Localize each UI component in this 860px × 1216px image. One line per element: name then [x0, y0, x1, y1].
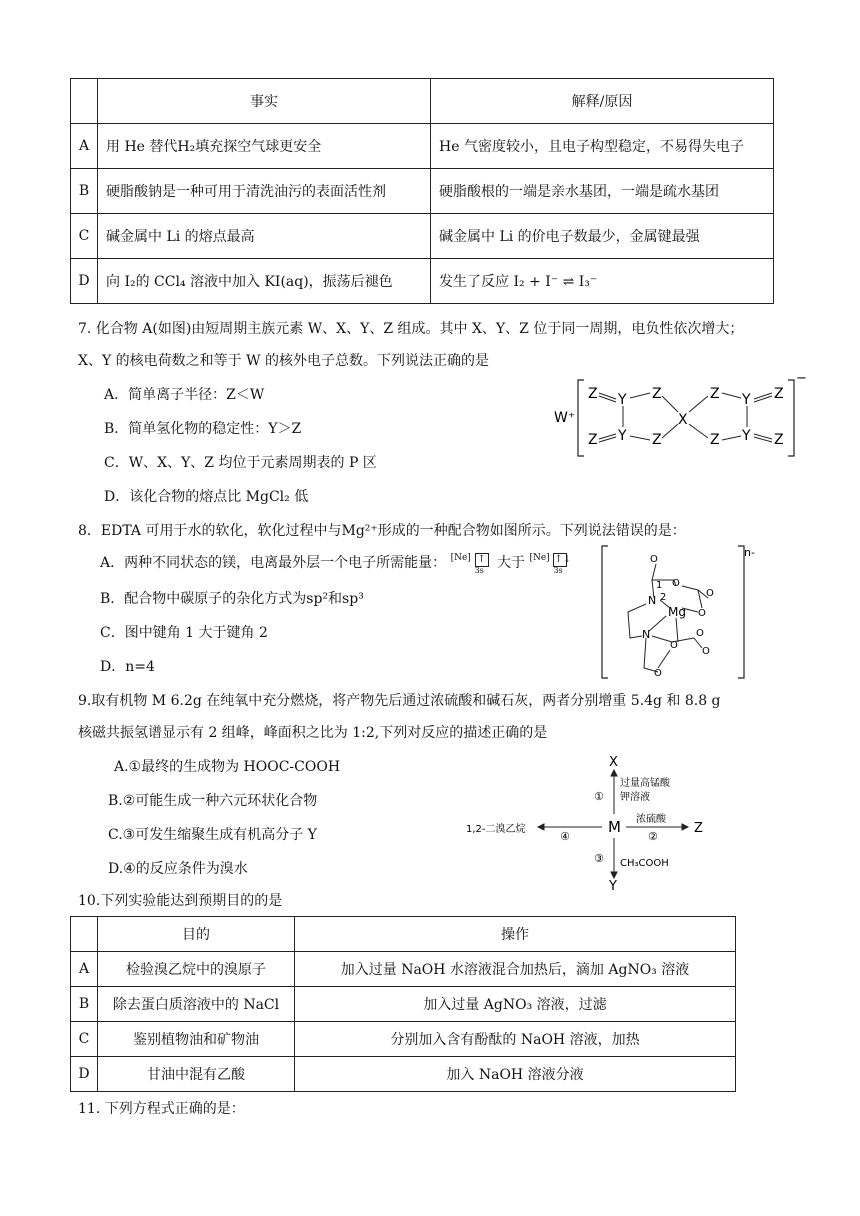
orbital-box: ↑↓ — [554, 554, 572, 565]
row-key: C — [71, 214, 98, 259]
q8-option-b: B．配合物中碳原子的杂化方式为sp²和sp³ — [100, 591, 364, 607]
atom-z: Z — [588, 432, 598, 448]
table-header-cell: 目的 — [98, 917, 295, 952]
table-header-row — [71, 79, 774, 124]
orbital-label: 3s — [474, 566, 484, 575]
reaction-3-label: ③ — [594, 852, 604, 865]
ne-core-label: [Ne] — [450, 553, 471, 563]
row-goal: 检验溴乙烷中的溴原子 — [98, 952, 295, 987]
row-fact: 用 He 替代H₂填充探空气球更安全 — [98, 124, 431, 169]
reagent-3: CH₃COOH — [620, 858, 669, 869]
oxygen-atom: O — [670, 640, 678, 651]
row-operation: 分别加入含有酚酞的 NaOH 溶液，加热 — [295, 1022, 736, 1057]
oxygen-atom: O — [654, 668, 662, 679]
table-row — [71, 214, 774, 259]
atom-z: Z — [652, 386, 662, 402]
q8-option-a-text: A．两种不同状态的镁，电离最外层一个电子所需能量： — [100, 555, 447, 571]
q8-option-d: D．n=4 — [100, 659, 155, 675]
row-fact: 碱金属中 Li 的熔点最高 — [98, 214, 431, 259]
q9-reaction-scheme — [464, 752, 724, 894]
row-key: A — [71, 952, 98, 987]
table-experiments — [70, 916, 736, 1092]
atom-z: Z — [710, 386, 720, 402]
row-reason: He 气密度较小，且电子构型稳定，不易得失电子 — [431, 124, 774, 169]
table-row — [71, 124, 774, 169]
oxygen-atom: O — [650, 554, 658, 565]
row-operation: 加入 NaOH 溶液分液 — [295, 1057, 736, 1092]
table-row — [71, 1057, 736, 1092]
reagent-4: 1,2-二溴乙烷 — [466, 824, 526, 835]
table-facts — [70, 78, 774, 304]
atom-y: Y — [742, 392, 751, 408]
row-operation: 加入过量 AgNO₃ 溶液，过滤 — [295, 987, 736, 1022]
reagent-2: 浓硫酸 — [636, 814, 666, 825]
cation-label: W⁺ — [554, 410, 576, 426]
center-compound-m: M — [608, 818, 621, 836]
reagent-1-line2: 钾溶液 — [620, 792, 650, 803]
table-row — [71, 952, 736, 987]
angle-label-1: 1 — [656, 580, 663, 591]
row-reason: 碱金属中 Li 的价电子数最少，金属键最强 — [431, 214, 774, 259]
orbital-box: ↑ — [475, 553, 489, 567]
product-y: Y — [609, 879, 617, 894]
q8-option-c: C．图中键角 1 大于键角 2 — [100, 625, 268, 641]
row-fact: 硬脂酸钠是一种可用于清洗油污的表面活性剂 — [98, 169, 431, 214]
reaction-1-label: ① — [594, 790, 604, 803]
row-key: C — [71, 1022, 98, 1057]
row-reason: 发生了反应 I₂ + I⁻ ⇌ I₃⁻ — [431, 259, 774, 304]
row-key: A — [71, 124, 98, 169]
orbital-diagram-2 — [529, 553, 571, 573]
q7-option-b: B．简单氢化物的稳定性：Y＞Z — [104, 421, 302, 437]
atom-z: Z — [774, 386, 784, 402]
atom-z: Z — [652, 432, 662, 448]
row-key: D — [71, 259, 98, 304]
table-header-cell: 事实 — [98, 79, 431, 124]
q9-stem-line2: 核磁共振氢谱显示有 2 组峰，峰面积之比为 1:2,下列对反应的描述正确的是 — [78, 725, 548, 741]
reaction-2-label: ② — [648, 830, 658, 843]
q11-stem: 11. 下列方程式正确的是： — [78, 1101, 245, 1117]
oxygen-atom: O — [698, 608, 706, 619]
row-goal: 鉴别植物油和矿物油 — [98, 1022, 295, 1057]
q8-stem: 8．EDTA 可用于水的软化，软化过程中与Mg²⁺形成的一种配合物如图所示。下列说法错误的是： — [78, 523, 686, 539]
q9-option-b: B.②可能生成一种六元环状化合物 — [108, 793, 318, 809]
oxygen-atom: O — [672, 578, 680, 589]
row-key: D — [71, 1057, 98, 1092]
atom-x: X — [678, 412, 688, 428]
anion-charge: − — [796, 372, 807, 386]
table-row — [71, 259, 774, 304]
q8-complex-figure — [598, 542, 762, 682]
q7-option-a: A．简单离子半径：Z＜W — [104, 387, 265, 403]
ne-core-label: [Ne] — [529, 553, 550, 563]
atom-z: Z — [588, 386, 598, 402]
orbital-diagram-1 — [451, 553, 493, 573]
table-header-cell: 操作 — [295, 917, 736, 952]
q7-stem-line2: X、Y 的核电荷数之和等于 W 的核外电子总数。下列说法正确的是 — [78, 353, 489, 369]
table-header-cell — [71, 917, 98, 952]
nitrogen-atom: N — [642, 628, 651, 641]
q8-option-a-mid: 大于 — [497, 555, 526, 571]
q10-stem: 10.下列实验能达到预期目的的是 — [78, 893, 283, 909]
oxygen-atom: O — [706, 588, 714, 599]
table-header-cell — [71, 79, 98, 124]
row-key: B — [71, 169, 98, 214]
reaction-4-label: ④ — [560, 830, 570, 843]
atom-y: Y — [742, 428, 751, 444]
atom-z: Z — [774, 432, 784, 448]
q8-option-a — [100, 552, 571, 573]
row-key: B — [71, 987, 98, 1022]
q7-stem-line1: 7. 化合物 A(如图)由短周期主族元素 W、X、Y、Z 组成。其中 X、Y、Z 位于同一周期，电负性依次增大； — [78, 321, 744, 337]
q7-option-d: D．该化合物的熔点比 MgCl₂ 低 — [104, 489, 309, 505]
atom-z: Z — [710, 432, 720, 448]
atom-y: Y — [618, 392, 627, 408]
q7-option-c: C．W、X、Y、Z 均位于元素周期表的 P 区 — [104, 455, 377, 471]
table-row — [71, 169, 774, 214]
orbital-label: 3s — [553, 566, 563, 575]
q9-option-a: A.①最终的生成物为 HOOC-COOH — [114, 759, 341, 775]
row-goal: 甘油中混有乙酸 — [98, 1057, 295, 1092]
row-goal: 除去蛋白质溶液中的 NaCl — [98, 987, 295, 1022]
angle-label-2: 2 — [660, 592, 667, 603]
complex-charge: n- — [744, 546, 755, 559]
oxygen-atom: O — [696, 628, 704, 639]
q9-option-d: D.④的反应条件为溴水 — [108, 861, 248, 877]
q9-stem-line1: 9.取有机物 M 6.2g 在纯氧中充分燃烧，将产物先后通过浓硫酸和碱石灰，两者分别增重 5.4g 和 8.8 g — [78, 693, 721, 709]
row-fact: 向 I₂的 CCl₄ 溶液中加入 KI(aq)，振荡后褪色 — [98, 259, 431, 304]
row-reason: 硬脂酸根的一端是亲水基团，一端是疏水基团 — [431, 169, 774, 214]
row-operation: 加入过量 NaOH 水溶液混合加热后，滴加 AgNO₃ 溶液 — [295, 952, 736, 987]
q9-option-c: C.③可发生缩聚生成有机高分子 Y — [108, 827, 317, 843]
atom-y: Y — [618, 428, 627, 444]
nitrogen-atom: N — [648, 594, 657, 607]
table-row — [71, 987, 736, 1022]
product-z: Z — [694, 821, 703, 836]
oxygen-atom: O — [702, 646, 710, 657]
reagent-1-line1: 过量高锰酸 — [620, 778, 670, 789]
table-header-cell: 解释/原因 — [431, 79, 774, 124]
table-row — [71, 1022, 736, 1057]
metal-center: Mg — [668, 605, 686, 619]
table-header-row — [71, 917, 736, 952]
q7-structure-figure — [548, 372, 810, 464]
product-x: X — [609, 755, 618, 770]
